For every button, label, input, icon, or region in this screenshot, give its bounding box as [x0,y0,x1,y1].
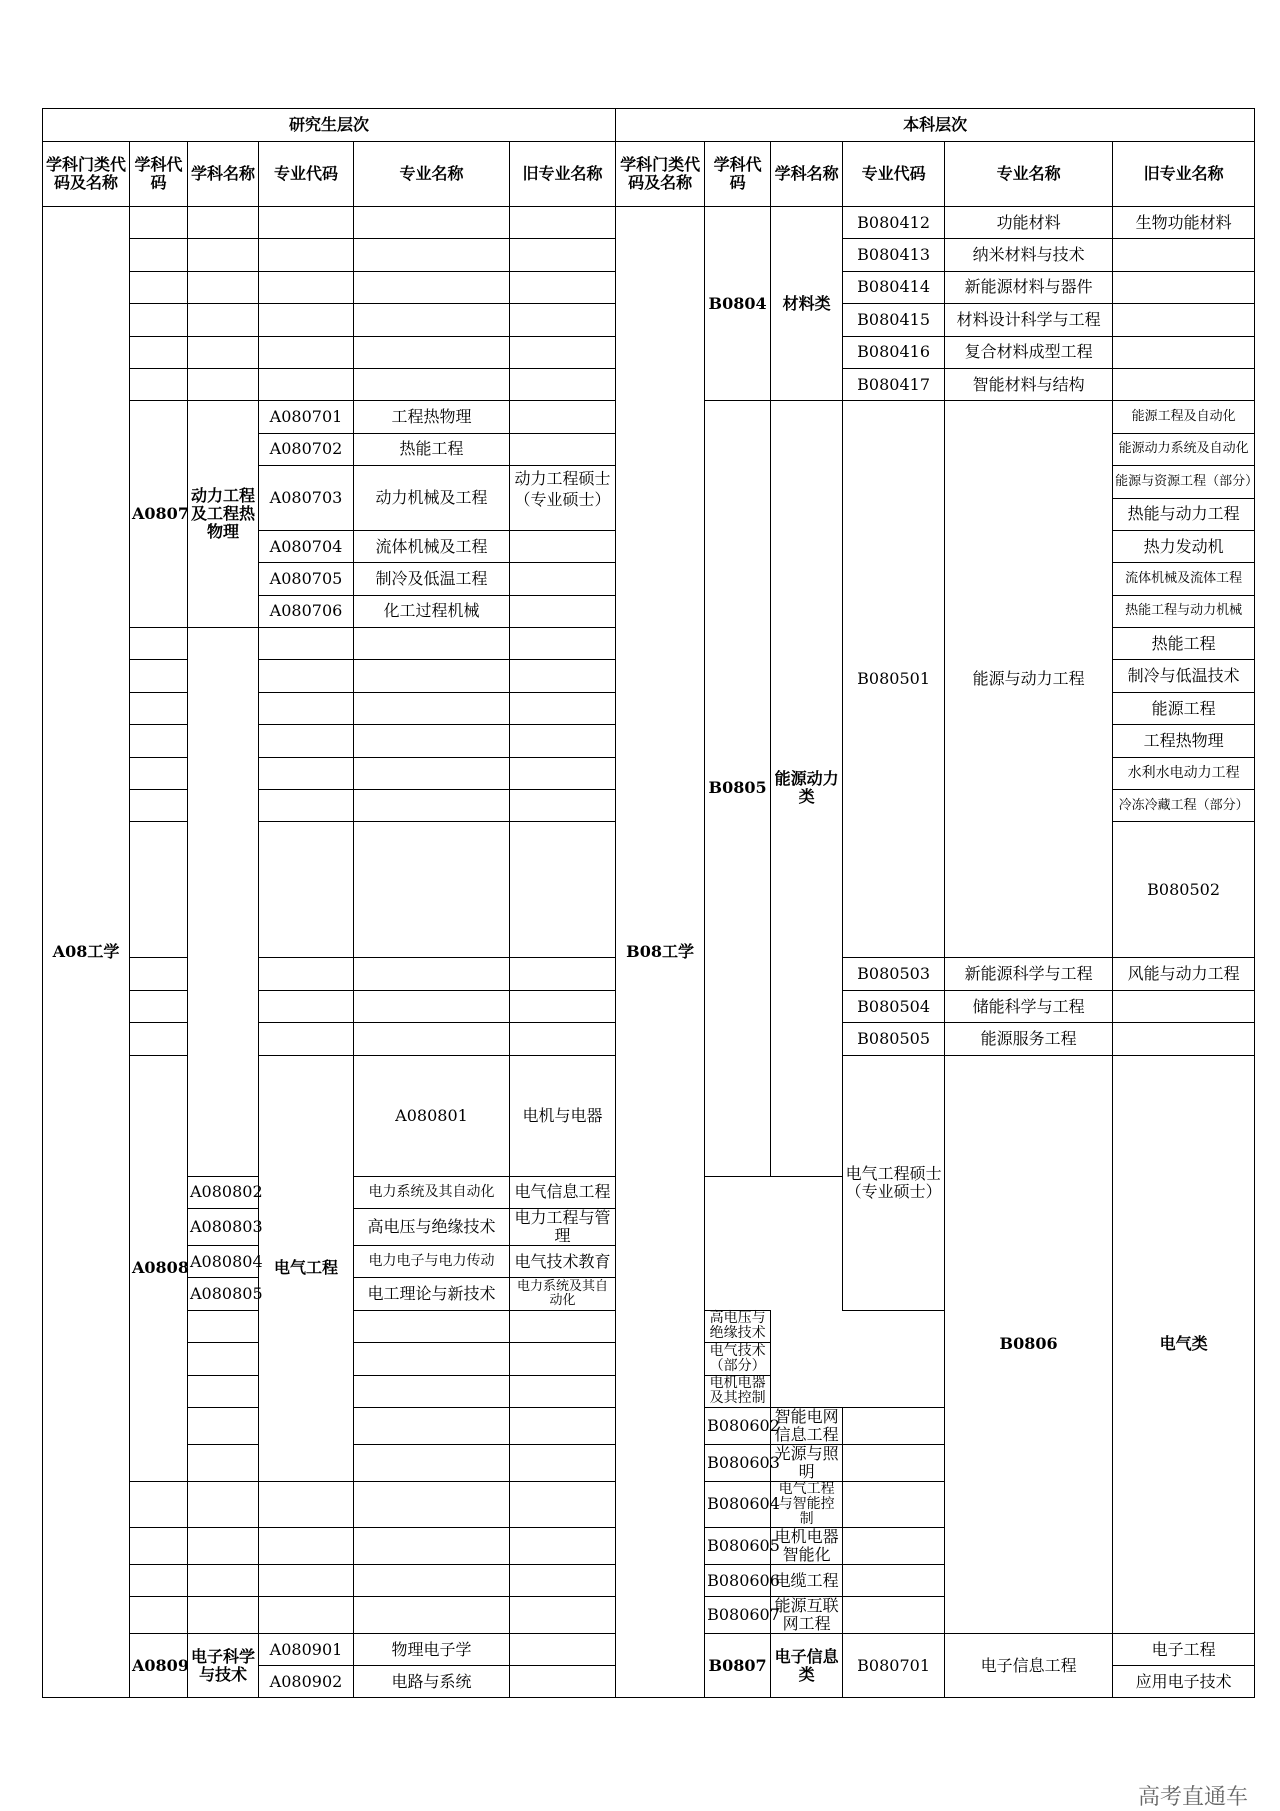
grad-major-name: 制冷及低温工程 [354,563,510,595]
empty-cell [354,1310,510,1342]
ug-col-old-name: 旧专业名称 [1113,142,1255,207]
ug-major-name: 电缆工程 [771,1564,843,1596]
empty-cell [259,1023,354,1055]
empty-cell [354,1597,510,1634]
ug-old-name [1113,336,1255,368]
empty-cell [354,1343,510,1375]
ug-old-name: 风能与动力工程 [1113,958,1255,990]
empty-cell [510,336,616,368]
grad-col-old-name: 旧专业名称 [510,142,616,207]
ug-col-major-name: 专业名称 [945,142,1113,207]
empty-cell [510,990,616,1022]
ug-major-code: B080603 [705,1444,771,1481]
ug-old-name [1113,304,1255,336]
ug-major-name: 光源与照明 [771,1444,843,1481]
empty-cell [354,336,510,368]
ug-old-name [1113,368,1255,400]
empty-cell [130,822,188,958]
ug-major-name: 智能电网信息工程 [771,1407,843,1444]
ug-discipline-code: B0807 [705,1634,771,1698]
grad-major-name: 电力系统及其自动化 [354,1176,510,1208]
empty-cell [188,336,259,368]
empty-cell [354,757,510,789]
empty-cell [259,239,354,271]
grad-major-name: 电机与电器 [510,1055,616,1176]
grad-major-code: A080701 [259,401,354,433]
ug-major-name: 电子信息工程 [945,1634,1113,1698]
empty-cell [354,692,510,724]
empty-cell [259,1564,354,1596]
ug-major-code: B080412 [843,207,945,239]
empty-cell [130,790,188,822]
empty-cell [510,1666,616,1698]
empty-cell [510,563,616,595]
empty-cell [354,660,510,692]
empty-cell [130,304,188,336]
empty-cell [510,790,616,822]
empty-cell [510,368,616,400]
empty-cell [510,1564,616,1596]
empty-cell [354,1527,510,1564]
ug-old-name: 电气信息工程 [510,1176,616,1208]
ug-old-name: 生物功能材料 [1113,207,1255,239]
empty-cell [130,660,188,692]
ug-major-name: 能源服务工程 [945,1023,1113,1055]
ug-old-name: 热能工程与动力机械 [1113,595,1255,627]
ug-old-name [843,1597,945,1634]
empty-cell [354,1444,510,1481]
ug-discipline-code: B0806 [945,1055,1113,1634]
empty-cell [510,207,616,239]
ug-old-name [843,1564,945,1596]
grad-major-code: A080801 [354,1055,510,1176]
empty-cell [510,1023,616,1055]
grad-major-code: A080802 [188,1176,259,1208]
ug-old-name [843,1481,945,1527]
ug-old-name: 热能与动力工程 [1113,498,1255,530]
empty-cell [188,207,259,239]
empty-cell [354,1375,510,1407]
empty-cell [259,958,354,990]
ug-discipline-name: 电气类 [1113,1055,1255,1634]
empty-cell [130,990,188,1022]
ug-discipline-name: 材料类 [771,207,843,401]
empty-cell [510,1375,616,1407]
empty-cell [188,1564,259,1596]
empty-cell [188,304,259,336]
grad-major-code: A080706 [259,595,354,627]
empty-cell [510,1407,616,1444]
empty-cell [354,628,510,660]
empty-cell [510,628,616,660]
watermark-text: 高考直通车 [1137,1785,1248,1810]
empty-cell [259,1481,354,1527]
ug-old-name: 电力工程与管理 [510,1208,616,1245]
empty-cell [259,1597,354,1634]
ug-major-code: B080607 [705,1597,771,1634]
empty-cell [354,271,510,303]
empty-cell [510,660,616,692]
grad-major-name: 物理电子学 [354,1634,510,1666]
grad-major-name: 工程热物理 [354,401,510,433]
ug-major-name: 能源与动力工程 [945,401,1113,958]
ug-major-name: 电机电器智能化 [771,1527,843,1564]
empty-cell [510,304,616,336]
ug-old-name [1113,990,1255,1022]
ug-major-code: B080701 [843,1634,945,1698]
ug-old-name: 能源工程及自动化 [1113,401,1255,433]
ug-old-name: 冷冻冷藏工程（部分） [1113,790,1255,822]
empty-cell [354,368,510,400]
ug-col-category: 学科门类代码及名称 [616,142,705,207]
empty-cell [130,692,188,724]
grad-major-name: 热能工程 [354,433,510,465]
grad-major-name: 电工理论与新技术 [354,1278,510,1310]
ug-major-code: B080602 [705,1407,771,1444]
grad-old-name-text: 动力工程硕士（专业硕士） [514,469,611,510]
empty-cell [510,725,616,757]
ug-major-code: B080605 [705,1527,771,1564]
ug-major-code: B080502 [1113,822,1255,958]
grad-old-name: 电气工程硕士（专业硕士） [843,1055,945,1310]
empty-cell [130,207,188,239]
ug-old-name: 电力系统及其自动化 [510,1278,616,1310]
grad-major-code: A080804 [188,1245,259,1277]
grad-major-name: 高电压与绝缘技术 [354,1208,510,1245]
ug-major-name: 纳米材料与技术 [945,239,1113,271]
ug-major-name: 新能源材料与器件 [945,271,1113,303]
empty-cell [354,958,510,990]
ug-major-code: B080414 [843,271,945,303]
grad-col-discipline-code: 学科代码 [130,142,188,207]
empty-cell [259,990,354,1022]
grad-major-name: 流体机械及工程 [354,530,510,562]
grad-major-name: 电力电子与电力传动 [354,1245,510,1277]
empty-cell [188,1407,259,1444]
empty-cell [130,1481,188,1527]
empty-cell [354,207,510,239]
empty-cell [130,1597,188,1634]
ug-old-name [1113,1023,1255,1055]
ug-discipline-name: 能源动力类 [771,401,843,1176]
empty-cell [354,790,510,822]
empty-cell [354,1023,510,1055]
empty-cell [130,628,188,660]
empty-cell [510,595,616,627]
ug-major-name: 复合材料成型工程 [945,336,1113,368]
empty-cell [354,1407,510,1444]
empty-cell [510,822,616,958]
empty-cell [130,725,188,757]
empty-cell [130,239,188,271]
grad-col-major-code: 专业代码 [259,142,354,207]
empty-cell [510,1527,616,1564]
empty-cell [188,1343,259,1375]
empty-cell [259,790,354,822]
empty-cell [510,433,616,465]
empty-cell [354,1564,510,1596]
grad-major-code: A080901 [259,1634,354,1666]
ug-major-name: 储能科学与工程 [945,990,1113,1022]
ug-old-name: 电气技术教育 [510,1245,616,1277]
ug-old-name: 电子工程 [1113,1634,1255,1666]
empty-cell [259,1527,354,1564]
empty-cell [510,757,616,789]
empty-cell [259,336,354,368]
empty-cell [510,530,616,562]
ug-major-code: B080505 [843,1023,945,1055]
empty-cell [510,271,616,303]
empty-cell [259,271,354,303]
ug-old-name: 制冷与低温技术 [1113,660,1255,692]
empty-cell [259,628,354,660]
empty-cell [354,1481,510,1527]
ug-col-discipline-code: 学科代码 [705,142,771,207]
ug-major-name: 能源互联网工程 [771,1597,843,1634]
empty-cell [130,271,188,303]
empty-cell [259,822,354,958]
ug-major-name: 电气工程与智能控制 [771,1481,843,1527]
grad-col-discipline-name: 学科名称 [188,142,259,207]
ug-discipline-code: B0804 [705,207,771,401]
ug-old-name: 应用电子技术 [1113,1666,1255,1698]
grad-major-code: A080805 [188,1278,259,1310]
ug-major-name: 新能源科学与工程 [945,958,1113,990]
grad-discipline-name: 动力工程及工程热物理 [188,401,259,628]
ug-old-name: 能源工程 [1113,692,1255,724]
grad-major-code: A080702 [259,433,354,465]
ug-old-name [843,1527,945,1564]
empty-cell [188,239,259,271]
grad-col-category: 学科门类代码及名称 [43,142,130,207]
empty-cell [259,368,354,400]
empty-cell [130,757,188,789]
empty-cell [259,660,354,692]
ug-old-name [1113,239,1255,271]
empty-cell [188,628,259,1177]
ug-major-code: B080416 [843,336,945,368]
empty-cell [510,1444,616,1481]
graduate-section-header: 研究生层次 [43,109,616,142]
ug-old-name: 热力发动机 [1113,530,1255,562]
empty-cell [259,757,354,789]
empty-cell [510,1310,616,1342]
grad-col-major-name: 专业名称 [354,142,510,207]
ug-old-name: 电气技术（部分） [705,1343,771,1375]
ug-old-name: 电机电器及其控制 [705,1375,771,1407]
ug-major-name: 智能材料与结构 [945,368,1113,400]
major-catalog-table [42,108,1259,1698]
ug-major-code: B080503 [843,958,945,990]
ug-major-code: B080606 [705,1564,771,1596]
empty-cell [188,1597,259,1634]
empty-cell [510,1634,616,1666]
empty-cell [188,1481,259,1527]
ug-col-major-code: 专业代码 [843,142,945,207]
empty-cell [510,1343,616,1375]
empty-cell [354,239,510,271]
grad-discipline-code: A0808 [130,1055,188,1481]
ug-old-name [843,1444,945,1481]
empty-cell [354,990,510,1022]
grad-major-name: 化工过程机械 [354,595,510,627]
ug-old-name: 能源动力系统及自动化 [1113,433,1255,465]
empty-cell [130,1023,188,1055]
ug-old-name: 热能工程 [1113,628,1255,660]
ug-discipline-code: B0805 [705,401,771,1176]
empty-cell [188,368,259,400]
empty-cell [259,207,354,239]
empty-cell [130,958,188,990]
grad-major-code: A080803 [188,1208,259,1245]
empty-cell [130,336,188,368]
grad-discipline-name: 电子科学与技术 [188,1634,259,1698]
empty-cell [188,1375,259,1407]
grad-major-code: A080902 [259,1666,354,1698]
empty-cell [510,401,616,433]
empty-cell [188,271,259,303]
empty-cell [354,822,510,958]
ug-col-discipline-name: 学科名称 [771,142,843,207]
ug-major-code: B080417 [843,368,945,400]
ug-major-name: 功能材料 [945,207,1113,239]
empty-cell [130,368,188,400]
ug-old-name [843,1407,945,1444]
grad-major-code: A080703 [259,466,354,531]
empty-cell [354,304,510,336]
ug-old-name: 流体机械及流体工程 [1113,563,1255,595]
grad-discipline-code: A0809 [130,1634,188,1698]
ug-major-code: B080413 [843,239,945,271]
grad-old-name [510,466,616,531]
ug-major-code: B080415 [843,304,945,336]
ug-major-name: 材料设计科学与工程 [945,304,1113,336]
empty-cell [130,1564,188,1596]
empty-cell [510,1481,616,1527]
empty-cell [259,692,354,724]
grad-major-name: 电路与系统 [354,1666,510,1698]
empty-cell [188,1310,259,1342]
empty-cell [188,1444,259,1481]
grad-category-cell: A08工学 [43,207,130,1698]
undergraduate-section-header: 本科层次 [616,109,1255,142]
grad-major-name: 动力机械及工程 [354,466,510,531]
ug-discipline-name: 电子信息类 [771,1634,843,1698]
empty-cell [130,1527,188,1564]
ug-major-code: B080504 [843,990,945,1022]
grad-discipline-name: 电气工程 [259,1055,354,1481]
ug-old-name: 工程热物理 [1113,725,1255,757]
empty-cell [510,1597,616,1634]
grad-discipline-code: A0807 [130,401,188,628]
ug-old-name: 能源与资源工程（部分） [1113,466,1255,498]
ug-category-cell: B08工学 [616,207,705,1698]
ug-old-name: 水利水电动力工程 [1113,757,1255,789]
empty-cell [510,692,616,724]
ug-major-code: B080604 [705,1481,771,1527]
empty-cell [510,958,616,990]
ug-old-name [1113,271,1255,303]
grad-major-code: A080704 [259,530,354,562]
empty-cell [188,1527,259,1564]
ug-major-code: B080501 [843,401,945,958]
empty-cell [259,304,354,336]
ug-old-name: 高电压与绝缘技术 [705,1310,771,1342]
grad-major-code: A080705 [259,563,354,595]
empty-cell [354,725,510,757]
empty-cell [510,239,616,271]
empty-cell [259,725,354,757]
